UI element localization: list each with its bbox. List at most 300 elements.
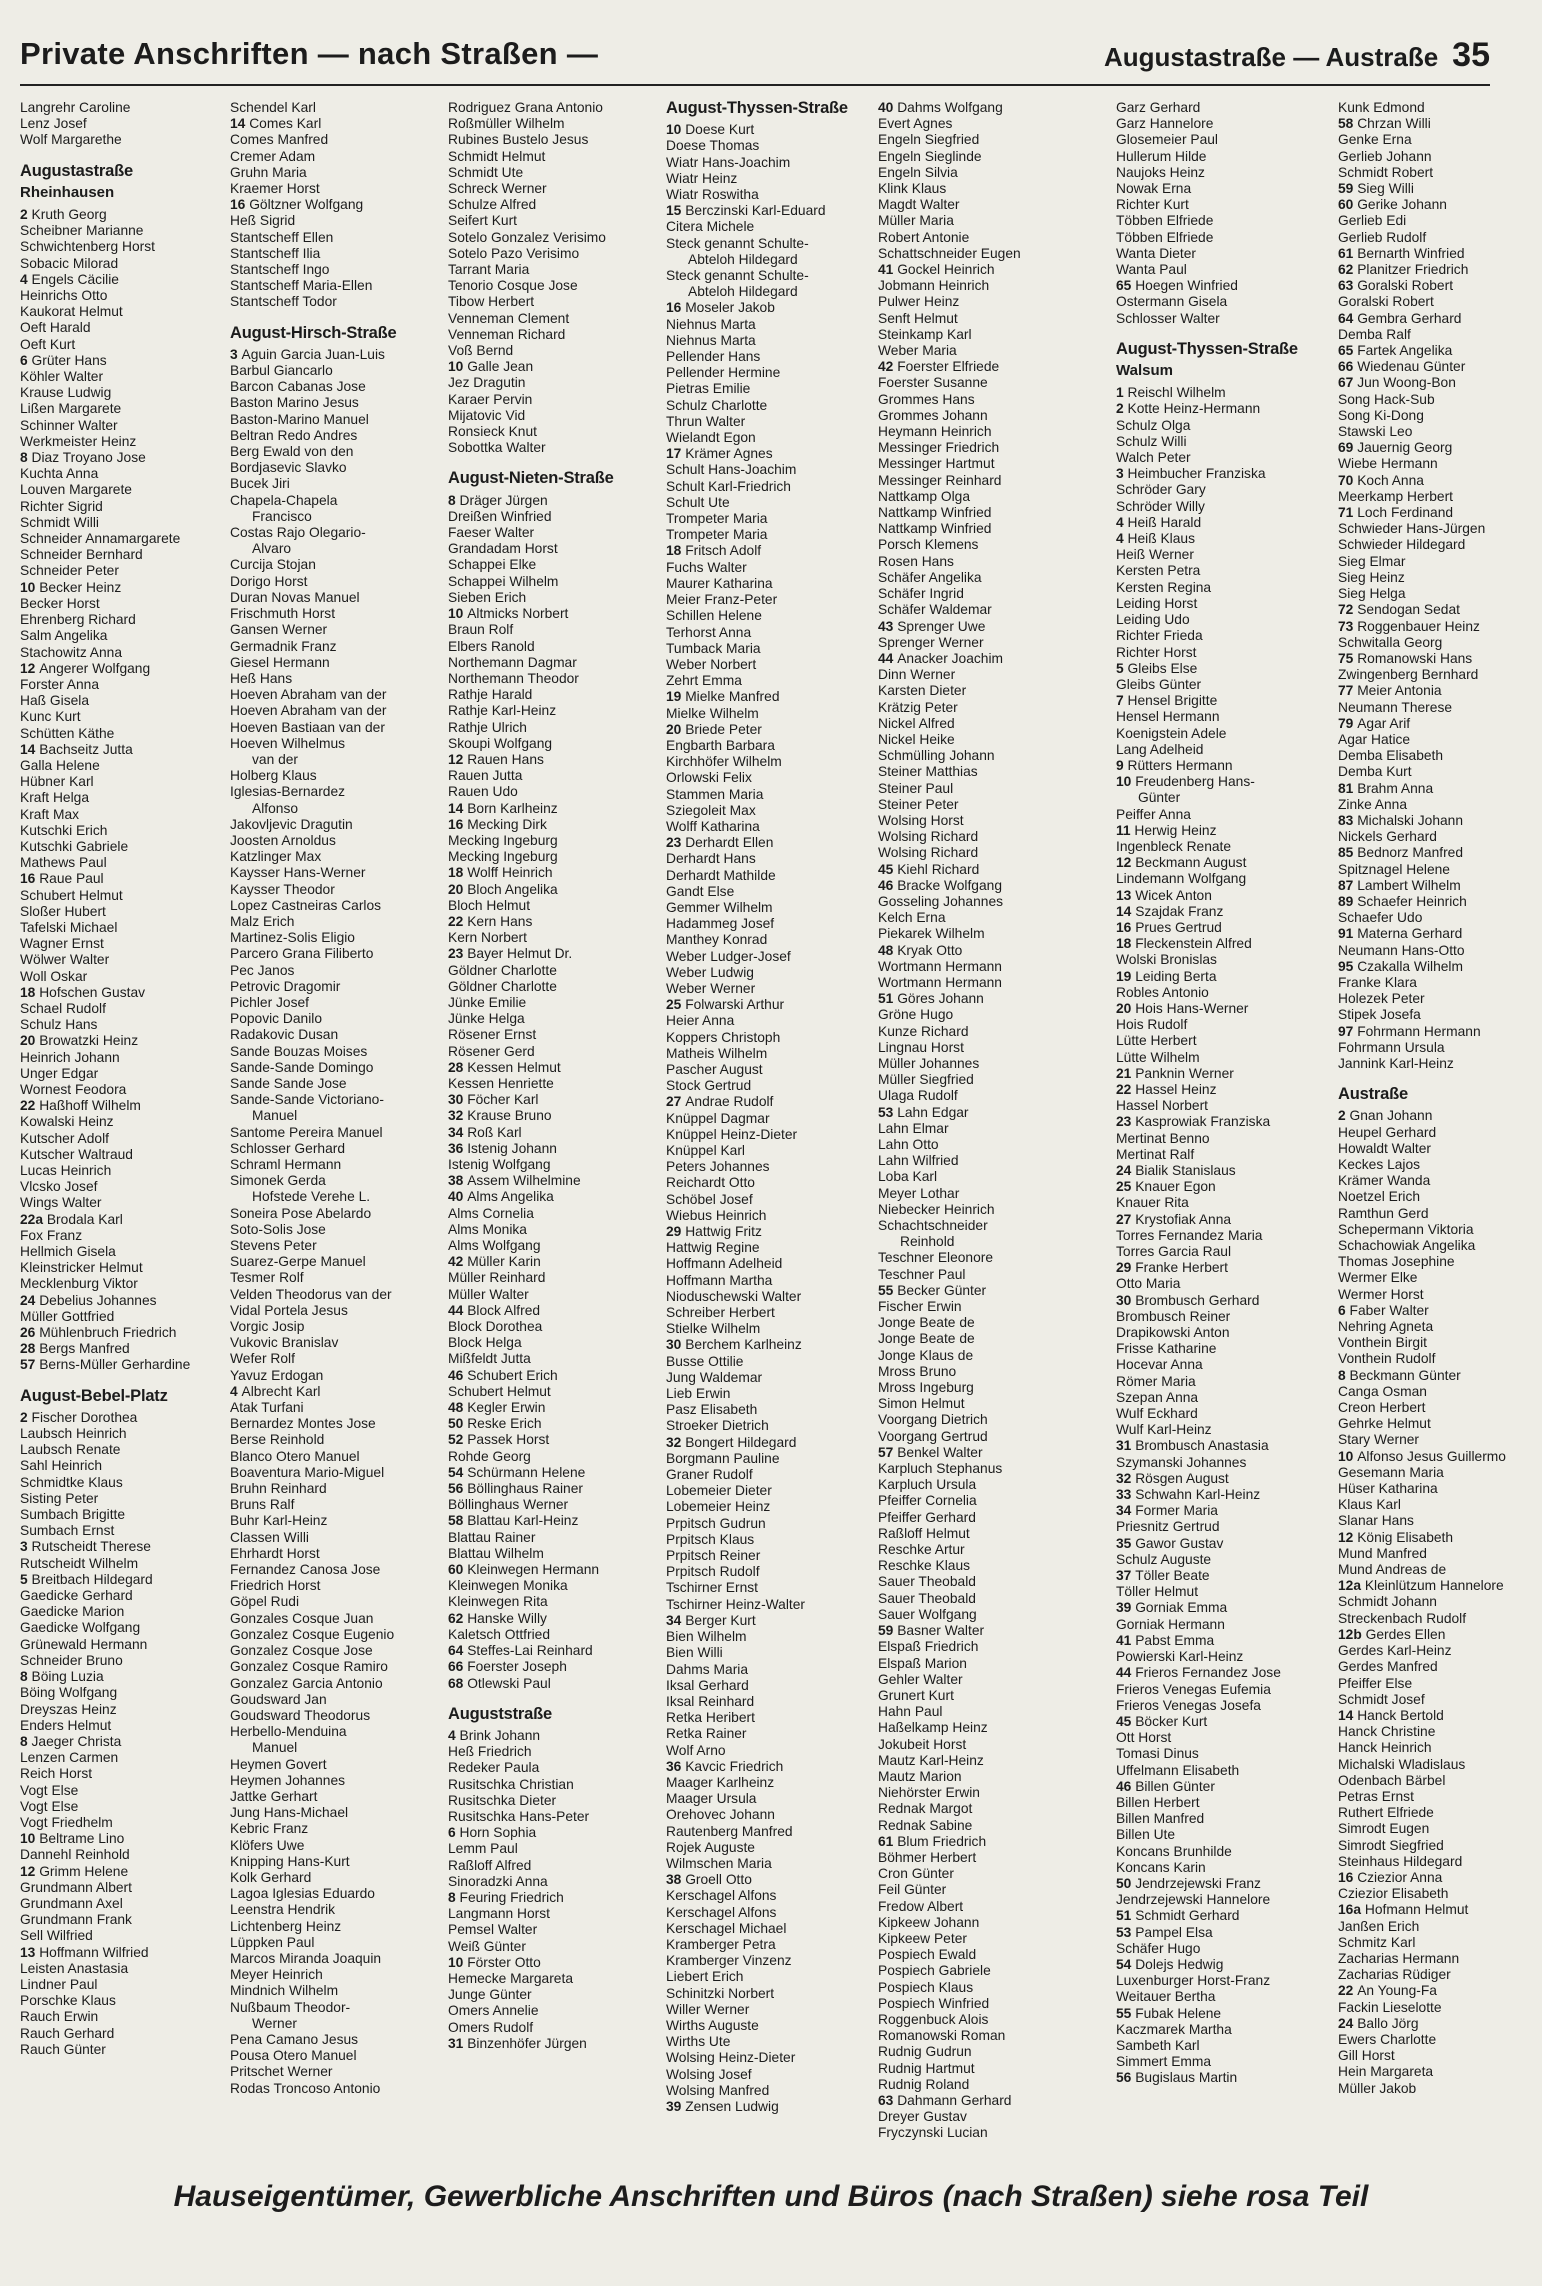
resident-entry bbox=[1116, 311, 1338, 327]
resident-name: Pospiech Gabriele bbox=[878, 1963, 991, 1979]
resident-name: Gerdes Manfred bbox=[1338, 1659, 1438, 1675]
resident-name: Sambeth Karl bbox=[1116, 2037, 1200, 2053]
directory-column bbox=[878, 100, 1116, 2160]
resident-name: Wolsing Horst bbox=[878, 812, 964, 828]
resident-entry bbox=[878, 343, 1116, 359]
resident-name: Hanck Christine bbox=[1338, 1724, 1436, 1740]
house-number: 27 bbox=[1116, 1211, 1136, 1227]
resident-entry bbox=[666, 398, 878, 414]
resident-entry bbox=[230, 622, 448, 638]
resident-name: Garz Gerhard bbox=[1116, 100, 1201, 115]
house-number: 16 bbox=[1116, 919, 1136, 935]
resident-name: Doese Thomas bbox=[666, 138, 760, 154]
resident-name: Hofstede Verehe L. bbox=[252, 1189, 371, 1205]
resident-name: Herwig Heinz bbox=[1134, 822, 1217, 838]
resident-entry bbox=[20, 1572, 230, 1588]
resident-entry bbox=[1338, 246, 1538, 262]
house-number: 19 bbox=[1116, 968, 1136, 984]
resident-entry bbox=[878, 408, 1116, 424]
resident-name: Lambert Wilhelm bbox=[1357, 877, 1461, 893]
resident-entry bbox=[230, 1935, 448, 1951]
resident-entry bbox=[1116, 278, 1338, 294]
resident-entry bbox=[1338, 651, 1538, 667]
resident-entry bbox=[20, 1556, 230, 1572]
resident-name: Ramthun Gerd bbox=[1338, 1205, 1429, 1221]
house-number: 58 bbox=[448, 1513, 468, 1529]
resident-name: Messinger Friedrich bbox=[878, 440, 1000, 456]
resident-entry bbox=[230, 606, 448, 622]
resident-name: Dräger Jürgen bbox=[459, 492, 548, 508]
resident-name: Hensel Hermann bbox=[1116, 709, 1220, 725]
resident-name: Wölwer Walter bbox=[20, 952, 110, 968]
resident-entry bbox=[20, 256, 230, 272]
resident-name: Lieb Erwin bbox=[666, 1386, 731, 1402]
resident-entry bbox=[1338, 1659, 1538, 1675]
resident-entry bbox=[20, 482, 230, 498]
resident-name: Schmidt Willi bbox=[20, 514, 99, 530]
resident-name: Göldner Charlotte bbox=[448, 978, 557, 994]
resident-entry bbox=[20, 1507, 230, 1523]
resident-name: Evert Agnes bbox=[878, 116, 953, 132]
resident-entry bbox=[666, 560, 878, 576]
resident-entry bbox=[448, 1384, 666, 1400]
resident-name: Peiffer Anna bbox=[1116, 806, 1191, 822]
resident-name: Zehrt Emma bbox=[666, 673, 742, 689]
resident-entry bbox=[448, 655, 666, 671]
resident-entry bbox=[1116, 1973, 1338, 1989]
resident-entry bbox=[1338, 2032, 1538, 2048]
house-number: 10 bbox=[20, 1831, 40, 1847]
resident-name: Rudnig Roland bbox=[878, 2076, 970, 2092]
resident-name: Grüter Hans bbox=[31, 352, 107, 368]
resident-entry bbox=[666, 770, 878, 786]
house-number: 16a bbox=[1338, 1902, 1365, 1918]
resident-name: Ballo Jörg bbox=[1357, 2015, 1419, 2031]
house-number: 10 bbox=[448, 1954, 468, 1970]
resident-entry bbox=[1116, 580, 1338, 596]
resident-name: Müller Maria bbox=[878, 213, 954, 229]
resident-entry bbox=[230, 1789, 448, 1805]
resident-entry bbox=[1338, 1384, 1538, 1400]
resident-entry bbox=[1338, 1222, 1538, 1238]
resident-entry bbox=[1338, 1676, 1538, 1692]
resident-name: Frisse Katharine bbox=[1116, 1341, 1217, 1357]
resident-name: Hein Margareta bbox=[1338, 2064, 1434, 2080]
resident-entry bbox=[20, 645, 230, 661]
resident-name: Unger Edgar bbox=[20, 1065, 99, 1081]
house-number: 62 bbox=[1338, 262, 1358, 278]
resident-entry bbox=[1338, 683, 1538, 699]
resident-name: Kersten Regina bbox=[1116, 579, 1212, 595]
resident-name: Hanck Bertold bbox=[1357, 1707, 1444, 1723]
resident-entry bbox=[878, 926, 1116, 942]
house-number: 60 bbox=[1338, 197, 1358, 213]
resident-entry bbox=[666, 1516, 878, 1532]
house-number: 61 bbox=[878, 1833, 898, 1849]
resident-name: Knüppel Dagmar bbox=[666, 1110, 770, 1126]
resident-name: Rauch Gerhard bbox=[20, 2025, 115, 2041]
resident-entry bbox=[20, 385, 230, 401]
resident-name: Kleinwegen Monika bbox=[448, 1578, 568, 1594]
resident-name: Iksal Reinhard bbox=[666, 1693, 755, 1709]
resident-name: Ehrenberg Richard bbox=[20, 612, 136, 628]
resident-entry bbox=[878, 1785, 1116, 1801]
house-number: 41 bbox=[878, 262, 898, 278]
resident-entry bbox=[666, 803, 878, 819]
resident-entry bbox=[878, 2093, 1116, 2109]
resident-name: Iglesias-Bernardez bbox=[230, 784, 346, 800]
resident-name: Trompeter Maria bbox=[666, 527, 768, 543]
resident-name: Moseler Jakob bbox=[685, 300, 775, 316]
resident-name: Chapela-Chapela bbox=[230, 492, 338, 508]
resident-name: Dahms Maria bbox=[666, 1661, 749, 1677]
resident-entry bbox=[878, 1834, 1116, 1850]
resident-entry bbox=[1338, 1125, 1538, 1141]
house-number: 38 bbox=[666, 1872, 686, 1888]
resident-entry bbox=[666, 365, 878, 381]
resident-entry bbox=[878, 2125, 1116, 2141]
resident-name: Rutscheidt Therese bbox=[31, 1539, 151, 1555]
resident-entry bbox=[1338, 2000, 1538, 2016]
resident-name: Sell Wilfried bbox=[20, 1928, 93, 1944]
resident-entry bbox=[666, 2018, 878, 2034]
resident-entry bbox=[20, 596, 230, 612]
resident-entry bbox=[666, 1807, 878, 1823]
resident-entry bbox=[1116, 515, 1338, 531]
house-number: 8 bbox=[20, 1669, 32, 1685]
resident-entry bbox=[666, 592, 878, 608]
resident-entry bbox=[20, 904, 230, 920]
resident-name: Howaldt Walter bbox=[1338, 1140, 1432, 1156]
resident-entry bbox=[878, 910, 1116, 926]
resident-entry bbox=[1116, 418, 1338, 434]
resident-entry bbox=[1338, 1206, 1538, 1222]
house-number: 57 bbox=[878, 1444, 898, 1460]
resident-entry bbox=[230, 1919, 448, 1935]
resident-entry bbox=[448, 408, 666, 424]
directory-column bbox=[1338, 100, 1538, 2160]
resident-entry bbox=[1338, 1007, 1538, 1023]
house-number: 10 bbox=[448, 606, 468, 622]
resident-name: Enders Helmut bbox=[20, 1717, 112, 1733]
resident-name: Feil Günter bbox=[878, 1882, 947, 1898]
resident-name: Friedrich Horst bbox=[230, 1578, 321, 1594]
resident-entry bbox=[666, 2050, 878, 2066]
resident-entry bbox=[1338, 878, 1538, 894]
resident-entry bbox=[230, 1287, 448, 1303]
resident-entry bbox=[878, 1542, 1116, 1558]
resident-entry bbox=[230, 412, 448, 428]
resident-entry bbox=[666, 414, 878, 430]
house-number: 16 bbox=[448, 816, 468, 832]
resident-entry bbox=[20, 1977, 230, 1993]
resident-name: Wolsing Josef bbox=[666, 2066, 752, 2082]
resident-entry bbox=[878, 1234, 1116, 1250]
resident-name: Gleibs Günter bbox=[1116, 676, 1202, 692]
resident-entry bbox=[448, 1076, 666, 1092]
resident-entry bbox=[230, 655, 448, 671]
directory-column bbox=[666, 100, 878, 2160]
resident-entry bbox=[666, 187, 878, 203]
resident-entry bbox=[666, 1710, 878, 1726]
resident-entry bbox=[20, 677, 230, 693]
resident-entry bbox=[878, 1040, 1116, 1056]
resident-entry bbox=[1116, 1925, 1338, 1941]
resident-entry bbox=[666, 122, 878, 138]
directory-column bbox=[1116, 100, 1338, 2160]
resident-name: Redeker Paula bbox=[448, 1760, 540, 1776]
resident-entry bbox=[230, 2064, 448, 2080]
resident-entry bbox=[20, 1864, 230, 1880]
resident-entry bbox=[1338, 797, 1538, 813]
resident-entry bbox=[230, 979, 448, 995]
resident-name: Wolf Arno bbox=[666, 1742, 726, 1758]
resident-entry bbox=[1116, 726, 1338, 742]
resident-entry bbox=[230, 1351, 448, 1367]
resident-entry bbox=[1338, 1724, 1538, 1740]
resident-entry bbox=[1116, 1244, 1338, 1260]
resident-name: Gerike Johann bbox=[1357, 197, 1447, 213]
resident-name: Schachtschneider bbox=[878, 1218, 988, 1234]
resident-name: Wings Walter bbox=[20, 1195, 102, 1211]
resident-entry bbox=[230, 1384, 448, 1400]
resident-entry bbox=[230, 509, 448, 525]
house-number: 4 bbox=[20, 271, 32, 287]
resident-name: Grünewald Hermann bbox=[20, 1636, 148, 1652]
resident-entry bbox=[20, 132, 230, 148]
resident-entry bbox=[20, 304, 230, 320]
resident-name: Meyer Lothar bbox=[878, 1185, 960, 1201]
resident-name: Mertinat Benno bbox=[1116, 1130, 1210, 1146]
resident-entry bbox=[230, 1465, 448, 1481]
resident-name: Hocevar Anna bbox=[1116, 1357, 1203, 1373]
resident-entry bbox=[878, 311, 1116, 327]
resident-name: Cziezior Anna bbox=[1357, 1869, 1443, 1885]
resident-name: Wirths Ute bbox=[666, 2034, 731, 2050]
resident-entry bbox=[878, 1996, 1116, 2012]
resident-entry bbox=[20, 969, 230, 985]
resident-entry bbox=[1116, 1276, 1338, 1292]
resident-name: Bialik Stanislaus bbox=[1135, 1163, 1236, 1178]
resident-entry bbox=[20, 288, 230, 304]
resident-entry bbox=[666, 949, 878, 965]
resident-entry bbox=[666, 495, 878, 511]
resident-entry bbox=[878, 894, 1116, 910]
resident-entry bbox=[230, 444, 448, 460]
resident-name: Kutscher Waltraud bbox=[20, 1146, 133, 1162]
resident-name: Rosen Hans bbox=[878, 553, 954, 569]
resident-entry bbox=[1116, 1665, 1338, 1681]
resident-name: Dahmann Gerhard bbox=[897, 2092, 1012, 2108]
resident-name: Alms Angelika bbox=[467, 1189, 554, 1205]
resident-name: Classen Willi bbox=[230, 1529, 309, 1545]
resident-name: Pec Janos bbox=[230, 962, 295, 978]
resident-entry bbox=[1116, 401, 1338, 417]
resident-name: Mund Manfred bbox=[1338, 1545, 1427, 1561]
resident-name: Lobemeier Dieter bbox=[666, 1483, 772, 1499]
resident-name: Billen Günter bbox=[1135, 1778, 1215, 1794]
resident-name: Mertinat Ralf bbox=[1116, 1146, 1195, 1162]
resident-entry bbox=[230, 1449, 448, 1465]
resident-name: Klink Klaus bbox=[878, 181, 947, 197]
resident-name: Karsten Dieter bbox=[878, 683, 967, 699]
resident-entry bbox=[878, 716, 1116, 732]
resident-name: Lißen Margarete bbox=[20, 401, 122, 417]
resident-name: Malz Erich bbox=[230, 913, 295, 929]
resident-name: Trompeter Maria bbox=[666, 511, 768, 527]
resident-name: Beckmann Günter bbox=[1349, 1367, 1461, 1383]
resident-entry bbox=[878, 1412, 1116, 1428]
resident-name: Barcon Cabanas Jose bbox=[230, 379, 366, 395]
resident-name: Wermer Elke bbox=[1338, 1270, 1418, 1286]
resident-name: Odenbach Bärbel bbox=[1338, 1772, 1446, 1788]
resident-entry bbox=[878, 667, 1116, 683]
resident-name: Rohde Georg bbox=[448, 1448, 531, 1464]
resident-name: Kiehl Richard bbox=[897, 861, 980, 877]
resident-entry bbox=[1338, 862, 1538, 878]
resident-name: Schulze Alfred bbox=[448, 197, 537, 213]
resident-entry bbox=[1116, 466, 1338, 482]
resident-name: Schmidt Josef bbox=[1338, 1691, 1425, 1707]
resident-entry bbox=[20, 742, 230, 758]
resident-name: Fleckenstein Alfred bbox=[1135, 936, 1252, 952]
resident-entry bbox=[878, 327, 1116, 343]
resident-name: Sendogan Sedat bbox=[1357, 602, 1460, 618]
resident-entry bbox=[666, 219, 878, 235]
resident-entry bbox=[878, 1186, 1116, 1202]
resident-entry bbox=[1116, 2054, 1338, 2070]
resident-name: Leiding Horst bbox=[1116, 595, 1198, 611]
resident-entry bbox=[878, 2028, 1116, 2044]
house-number: 12 bbox=[20, 1863, 40, 1879]
house-number: 50 bbox=[448, 1416, 468, 1432]
resident-name: Bloch Helmut bbox=[448, 897, 531, 913]
resident-entry bbox=[1116, 1876, 1338, 1892]
resident-entry bbox=[1338, 1513, 1538, 1529]
resident-entry bbox=[20, 1357, 230, 1373]
resident-name: Tschirner Heinz-Walter bbox=[666, 1596, 806, 1612]
resident-name: Retka Heribert bbox=[666, 1710, 755, 1726]
house-number: 32 bbox=[1116, 1470, 1136, 1486]
resident-entry bbox=[230, 1076, 448, 1092]
resident-name: Ehrhardt Horst bbox=[230, 1545, 320, 1561]
house-number: 2 bbox=[20, 1409, 32, 1425]
resident-entry bbox=[448, 1744, 666, 1760]
resident-name: Hoffmann Martha bbox=[666, 1272, 773, 1288]
resident-entry bbox=[878, 1623, 1116, 1639]
resident-name: Müller Walter bbox=[448, 1286, 529, 1302]
resident-entry bbox=[1116, 952, 1338, 968]
resident-name: Sloßer Hubert bbox=[20, 903, 106, 919]
street-heading: August-Thyssen-Straße bbox=[1116, 339, 1298, 358]
resident-entry bbox=[230, 2081, 448, 2097]
resident-entry bbox=[666, 1840, 878, 1856]
resident-name: Popovic Danilo bbox=[230, 1011, 323, 1027]
resident-entry bbox=[448, 392, 666, 408]
resident-name: Steinhaus Hildegard bbox=[1338, 1853, 1463, 1869]
resident-entry bbox=[230, 149, 448, 165]
house-number: 77 bbox=[1338, 683, 1358, 699]
resident-name: Reichardt Otto bbox=[666, 1175, 755, 1191]
resident-entry bbox=[20, 807, 230, 823]
resident-entry bbox=[448, 1676, 666, 1692]
resident-name: Martinez-Solis Eligio bbox=[230, 930, 355, 946]
resident-entry bbox=[20, 1260, 230, 1276]
resident-entry bbox=[878, 473, 1116, 489]
resident-name: Derhardt Hans bbox=[666, 851, 756, 867]
house-number: 6 bbox=[1338, 1302, 1350, 1318]
resident-name: Gill Horst bbox=[1338, 2048, 1395, 2064]
resident-name: Schwichtenberg Horst bbox=[20, 239, 155, 255]
resident-name: Alfonso Jesus Guillermo bbox=[1357, 1448, 1506, 1464]
resident-entry bbox=[20, 1847, 230, 1863]
resident-name: Ulaga Rudolf bbox=[878, 1088, 958, 1104]
resident-name: Schubert Erich bbox=[467, 1367, 558, 1383]
resident-name: Hoeven Wilhelmus bbox=[230, 735, 346, 751]
resident-name: Retka Rainer bbox=[666, 1726, 747, 1742]
resident-entry bbox=[878, 230, 1116, 246]
resident-entry bbox=[666, 1986, 878, 2002]
resident-name: Bien Wilhelm bbox=[666, 1629, 747, 1645]
resident-entry bbox=[878, 1882, 1116, 1898]
resident-entry bbox=[1116, 936, 1338, 952]
resident-name: Hadammeg Josef bbox=[666, 916, 775, 932]
resident-name: Petras Ernst bbox=[1338, 1788, 1414, 1804]
resident-entry bbox=[1116, 1406, 1338, 1422]
resident-entry bbox=[448, 100, 666, 116]
resident-entry bbox=[448, 946, 666, 962]
resident-entry bbox=[1116, 1017, 1338, 1033]
house-number: 16 bbox=[20, 871, 40, 887]
resident-name: Boaventura Mario-Miguel bbox=[230, 1464, 385, 1480]
resident-entry bbox=[448, 509, 666, 525]
house-number: 22 bbox=[20, 1098, 40, 1114]
resident-entry bbox=[20, 1017, 230, 1033]
resident-name: Pasz Elisabeth bbox=[666, 1402, 758, 1418]
resident-entry bbox=[878, 732, 1116, 748]
resident-name: Lahn Otto bbox=[878, 1137, 939, 1152]
resident-name: Knauer Rita bbox=[1116, 1195, 1189, 1211]
resident-name: Gorniak Hermann bbox=[1116, 1616, 1225, 1632]
resident-entry bbox=[1116, 1957, 1338, 1973]
resident-entry bbox=[230, 1044, 448, 1060]
resident-name: Gröne Hugo bbox=[878, 1007, 954, 1023]
resident-name: Fryczynski Lucian bbox=[878, 2125, 988, 2141]
resident-name: Spitznagel Helene bbox=[1338, 861, 1450, 877]
resident-entry bbox=[20, 1685, 230, 1701]
directory-columns bbox=[20, 100, 1510, 2160]
resident-entry bbox=[230, 590, 448, 606]
resident-entry bbox=[1338, 1967, 1538, 1983]
resident-entry bbox=[878, 440, 1116, 456]
resident-entry bbox=[448, 1987, 666, 2003]
house-number: 14 bbox=[1116, 903, 1136, 919]
resident-name: Powierski Karl-Heinz bbox=[1116, 1649, 1244, 1665]
resident-entry bbox=[20, 936, 230, 952]
house-number: 7 bbox=[1116, 693, 1128, 709]
resident-name: Heß Hans bbox=[230, 670, 293, 686]
resident-name: Rauch Günter bbox=[20, 2041, 106, 2057]
resident-entry bbox=[20, 1734, 230, 1750]
resident-entry bbox=[448, 1173, 666, 1189]
resident-entry bbox=[448, 1287, 666, 1303]
resident-name: Hassel Heinz bbox=[1135, 1081, 1217, 1097]
resident-entry bbox=[1338, 1173, 1538, 1189]
street-range-label: Augustastraße — Austraße bbox=[1103, 42, 1439, 72]
resident-name: Sieg Willi bbox=[1357, 181, 1414, 197]
resident-name: Schulz Hans bbox=[20, 1017, 98, 1033]
house-number: 45 bbox=[1116, 1713, 1136, 1729]
